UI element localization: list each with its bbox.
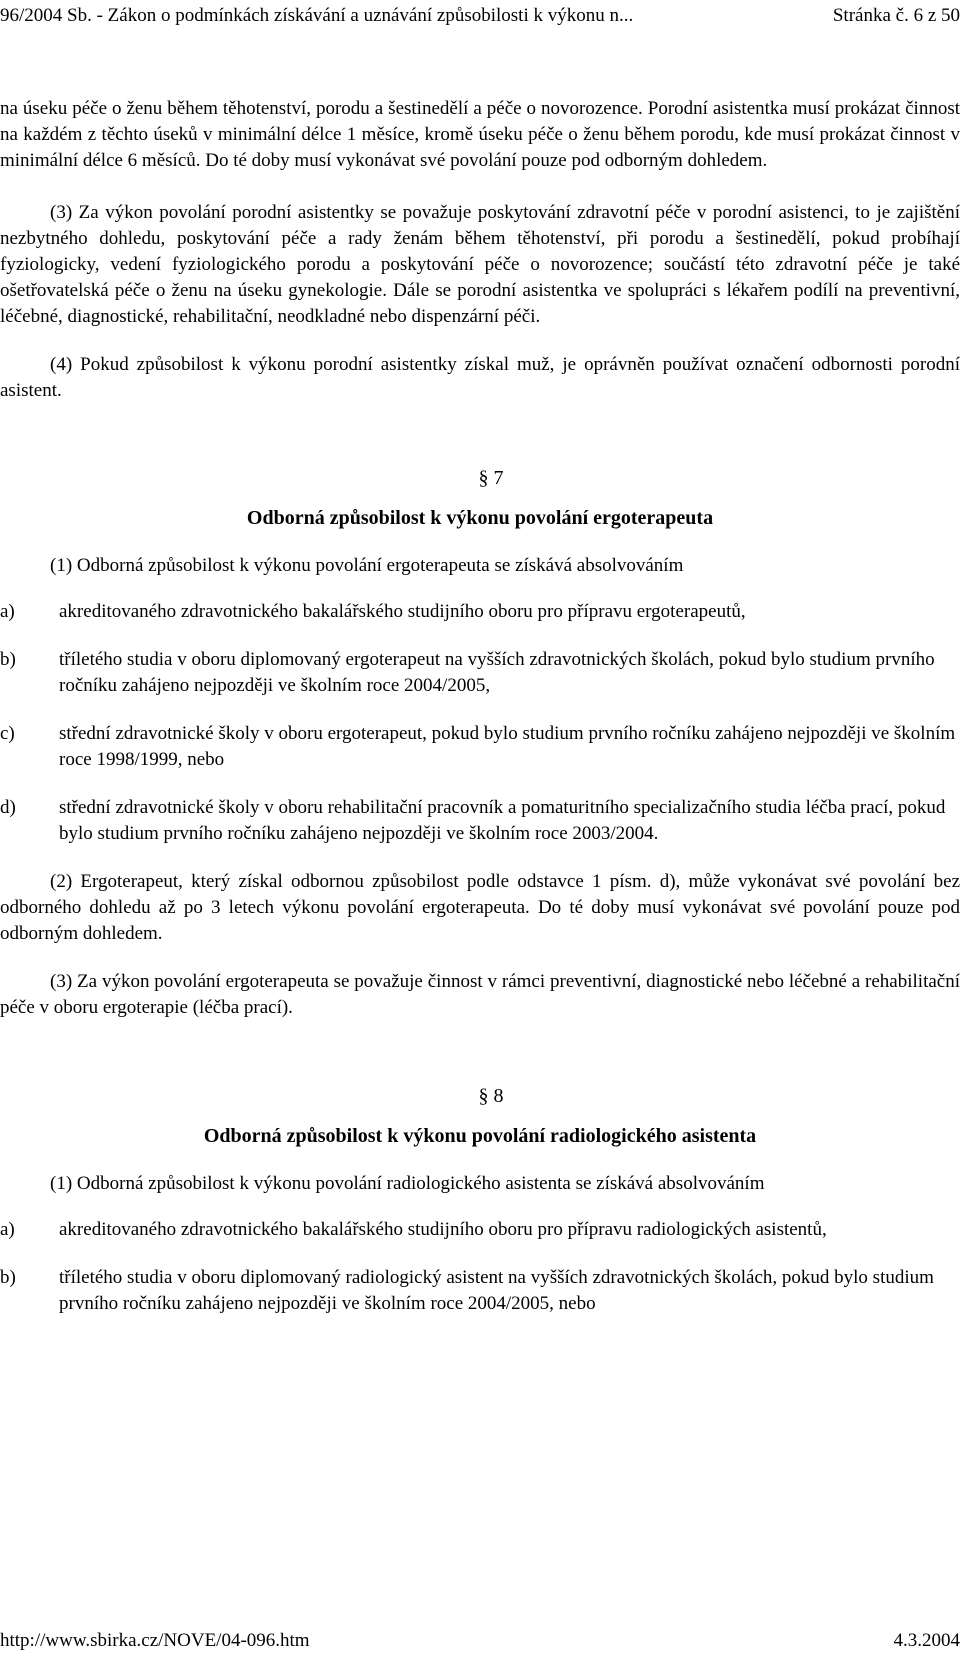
list-item	[0, 1265, 960, 1317]
list-item-letter: b)	[0, 1267, 16, 1288]
list-item-text: tříletého studia v oboru diplomovaný ergoterapeut na vyšších zdravotnických školách, pokud bylo studium prvního ročníku zahájeno nejpozději ve školním roce 2004/2005,	[59, 649, 935, 696]
section-8-mark: § 8	[478, 1085, 504, 1107]
paragraph-3: (3) Za výkon povolání porodní asistentky se považuje poskytování zdravotní péče v porodní asistenci, to je zajištění nezbytného dohledu, poskytování péče a rady ženám během těhotenství, při porodu a šestinedělí, pokud probíhají fyziologicky, vedení fyziologického porodu a poskytování péče o novorozence; součástí této zdravotní péče je také ošetřovatelská péče o ženu na úseku gynekologie. Dále se porodní asistentka ve spolupráci s lékařem podílí na preventivní, léčebné, diagnostické, rehabilitační, neodkladné nebo dispenzární péči.	[0, 202, 960, 327]
list-item	[0, 795, 960, 847]
section-7-mark: § 7	[478, 467, 504, 489]
section-7-title: Odborná způsobilost k výkonu povolání ergoterapeuta	[246, 507, 714, 529]
print-footer	[0, 1628, 960, 1654]
list-item-letter: d)	[0, 797, 16, 818]
list-item-text: střední zdravotnické školy v oboru rehabilitační pracovník a pomaturitního specializačního studia léčba prací, pokud bylo studium prvního ročníku zahájeno nejpozději ve školním roce 2003/2004.	[59, 797, 946, 844]
list-item-text: tříletého studia v oboru diplomovaný radiologický asistent na vyšších zdravotnických školách, pokud bylo studium prvního ročníku zahájeno nejpozději ve školním roce 2004/2005, nebo	[59, 1267, 934, 1314]
section-7-paragraph-2: (2) Ergoterapeut, který získal odbornou způsobilost podle odstavce 1 písm. d), může vykonávat své povolání bez odborného dohledu až po 3 letech výkonu povolání ergoterapeuta. Do té doby musí vykonávat své povolání pouze pod odborným dohledem.	[0, 871, 960, 944]
list-item-letter: b)	[0, 649, 16, 670]
list-item	[0, 647, 960, 699]
list-item-letter: a)	[0, 601, 15, 622]
source-url-link[interactable]: http://www.sbirka.cz/NOVE/04-096.htm	[0, 1630, 310, 1651]
list-item	[0, 721, 960, 773]
intro-paragraph: na úseku péče o ženu během těhotenství, porodu a šestinedělí a péče o novorozence. Porodní asistentka musí prokázat činnost na každém z těchto úseků v minimální délce 1 měsíce, kromě úseku péče o ženu během porodu, kde musí prokázat činnost v minimální délce 6 měsíců. Do té doby musí vykonávat své povolání pouze pod odborným dohledem.	[0, 98, 960, 171]
list-item-letter: c)	[0, 723, 15, 744]
section-7-list	[0, 599, 960, 847]
section-8-lead: (1) Odborná způsobilost k výkonu povolání radiologického asistenta se získává absolvováním	[50, 1173, 765, 1194]
section-8-list	[0, 1217, 960, 1317]
list-item-text: akreditovaného zdravotnického bakalářského studijního oboru pro přípravu radiologických asistentů,	[59, 1219, 827, 1240]
list-item	[0, 1217, 960, 1243]
section-7-lead: (1) Odborná způsobilost k výkonu povolání ergoterapeuta se získává absolvováním	[50, 555, 684, 576]
print-header	[0, 3, 960, 31]
section-7-paragraph-3: (3) Za výkon povolání ergoterapeuta se považuje činnost v rámci preventivní, diagnostické nebo léčebné a rehabilitační péče v oboru ergoterapie (léčba prací).	[0, 971, 960, 1018]
list-item	[0, 599, 960, 625]
list-item-letter: a)	[0, 1219, 15, 1240]
header-title: 96/2004 Sb. - Zákon o podmínkách získávání a uznávání způsobilosti k výkonu n...	[0, 5, 634, 26]
print-date: 4.3.2004	[893, 1630, 960, 1651]
list-item-text: akreditovaného zdravotnického bakalářského studijního oboru pro přípravu ergoterapeutů,	[59, 601, 746, 622]
page-indicator: Stránka č. 6 z 50	[832, 5, 960, 26]
document-body	[0, 96, 960, 1317]
paragraph-4: (4) Pokud způsobilost k výkonu porodní asistentky získal muž, je oprávněn používat označení odbornosti porodní asistent.	[0, 354, 960, 401]
section-8-title: Odborná způsobilost k výkonu povolání radiologického asistenta	[203, 1125, 757, 1147]
list-item-text: střední zdravotnické školy v oboru ergoterapeut, pokud bylo studium prvního ročníku zahájeno nejpozději ve školním roce 1998/1999, nebo	[59, 723, 956, 770]
